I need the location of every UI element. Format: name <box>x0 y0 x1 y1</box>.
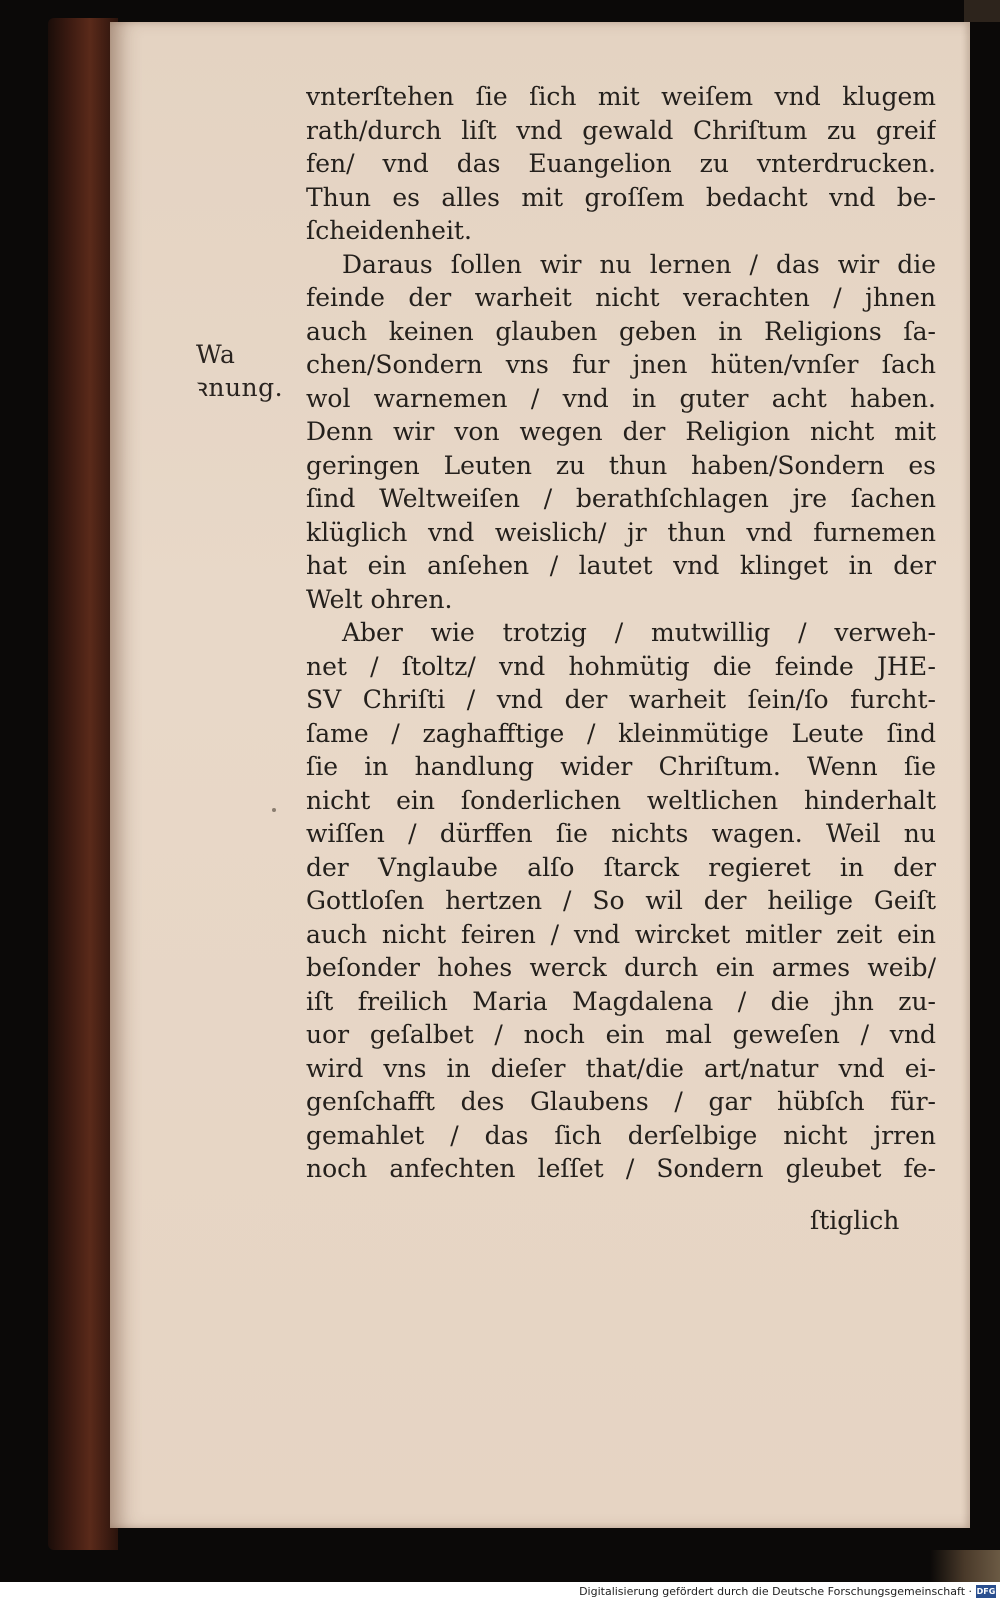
margin-note <box>196 338 296 404</box>
text-line: Gottloſen hertzen / So wil der heilige Geiſt <box>306 886 936 915</box>
text-line: nicht ein ſonderlichen weltlichen hinderhalt <box>306 785 936 815</box>
catchword: ſtiglich <box>810 1206 900 1235</box>
text-line: wiſſen / dürffen ſie nichts wagen. Weil nu <box>306 819 936 848</box>
text-line: Denn wir von wegen der Religion nicht mit <box>306 417 936 446</box>
text-line: beſonder hohes werck durch ein armes weib/ <box>306 953 936 982</box>
ink-speck <box>272 808 276 812</box>
scan-corner-top <box>964 0 1000 22</box>
dfg-logo: DFG <box>976 1587 996 1596</box>
text-line: geringen Leuten zu thun haben/Sondern es <box>306 450 936 480</box>
footer-credit: Digitalisierung gefördert durch die Deutsche Forschungsgemeinschaft · <box>579 1585 972 1598</box>
text-line: gemahlet / das ſich derſelbige nicht jrren <box>306 1120 936 1150</box>
text-line: net / ſtoltz/ vnd hohmütig die feinde JHE- <box>306 651 936 681</box>
text-line: wol warnemen / vnd in guter acht haben. <box>306 383 936 413</box>
text-line: ſie in handlung wider Chriſtum. Wenn ſie <box>306 752 936 781</box>
text-line: chen/Sondern vns fur jnen hüten/vnſer ſach <box>306 350 936 379</box>
text-line: vnterſtehen ſie ſich mit weiſem vnd klugem <box>306 82 936 111</box>
text-line: noch anfechten leſſet / Sondern gleubet fe- <box>306 1154 936 1183</box>
text-line: Aber wie trotzig / mutwillig / verweh- <box>342 618 936 647</box>
text-line: fen/ vnd das Euangelion zu vnterdrucken. <box>306 149 936 178</box>
text-line: ſame / zaghafftige / kleinmütige Leute ſind <box>306 718 936 748</box>
text-line: auch nicht feiren / vnd wircket mitler zeit ein <box>306 919 936 949</box>
book-spine-edge <box>48 18 118 1550</box>
text-line: ſind Weltweiſen / berathſchlagen jre ſachen <box>306 484 936 513</box>
text-line: rath/durch liſt vnd gewald Chriſtum zu greif <box>306 115 936 145</box>
text-line: wird vns in dieſer that/die art/natur vnd ei- <box>306 1053 936 1083</box>
page-body-text <box>306 80 936 1186</box>
text-line: uor geſalbet / noch ein mal geweſen / vnd <box>306 1020 936 1049</box>
margin-note-line-1: Wa <box>196 340 236 369</box>
text-line: feinde der warheit nicht verachten / jhnen <box>306 283 936 312</box>
text-line: klüglich vnd weislich/ jr thun vnd furnemen <box>306 517 936 547</box>
text-line: hat ein anſehen / lautet vnd klinget in der <box>306 551 936 580</box>
text-line: auch keinen glauben geben in Religions ſa- <box>306 316 936 346</box>
margin-note-line-2: ꝛnung. <box>196 373 284 402</box>
digitization-footer <box>0 1582 1000 1602</box>
text-line: der Vnglaube alſo ſtarck regieret in der <box>306 852 936 882</box>
text-line: Daraus ſollen wir nu lernen / das wir die <box>342 249 936 279</box>
text-line: SV Chriſti / vnd der warheit ſein/ſo furcht- <box>306 685 936 714</box>
text-line: Welt ohren. <box>306 584 453 614</box>
text-line: iſt freilich Maria Magdalena / die jhn zu- <box>306 986 936 1016</box>
text-line: Thun es alles mit groſſem bedacht vnd be- <box>306 182 936 212</box>
text-line: ſcheidenheit. <box>306 216 472 245</box>
scan-corner-bottom <box>930 1550 1000 1582</box>
text-line: genſchafft des Glaubens / gar hübſch für- <box>306 1087 936 1116</box>
